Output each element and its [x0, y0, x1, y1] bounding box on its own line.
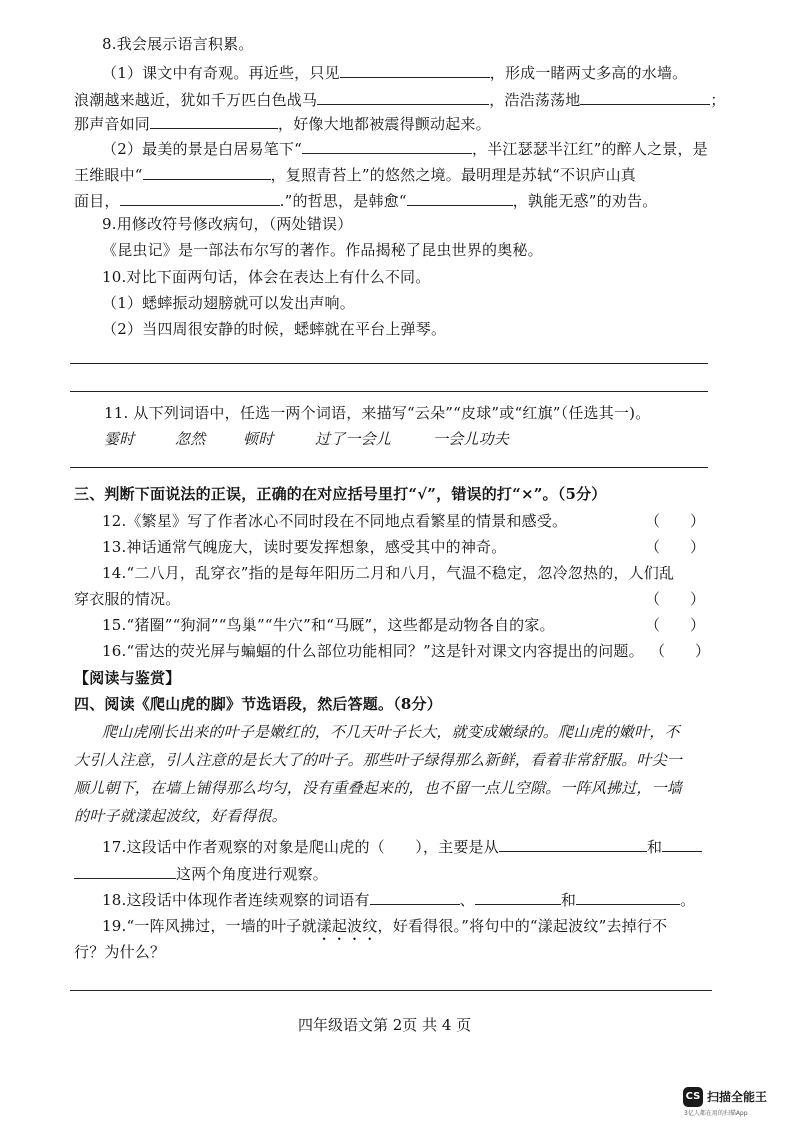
answer-blank[interactable]	[302, 137, 472, 154]
q17-line1	[102, 835, 702, 857]
q8-p1-text-a: （1）课文中有奇观。再近些，只见	[102, 64, 340, 82]
passage-line-2: 大引人注意，引人注意的是长大了的叶子。那些叶子绿得那么新鲜，看着非常舒服。叶尖一	[74, 751, 683, 769]
q8-p1-text-d: ，浩浩荡荡地	[489, 91, 581, 109]
q8-p2-text-d: ，复照青苔上”的悠然之境。最明理是苏轼“不识庐山真	[270, 166, 637, 184]
passage-line-3: 顺儿朝下，在墙上铺得那么均匀，没有重叠起来的，也不留一点儿空隙。一阵风拂过，一墙	[74, 779, 683, 797]
q11-word: 忽然	[175, 430, 206, 448]
q8-p2-text-e: 面目，	[74, 192, 120, 210]
answer-blank[interactable]	[150, 112, 278, 129]
q12-text: 12.《繁星》写了作者冰心不同时段在不同地点看繁星的情景和感受。	[102, 512, 568, 530]
q14-answer-paren[interactable]: （ ）	[645, 590, 706, 608]
q18-text-b: 、	[459, 891, 475, 909]
answer-blank[interactable]	[576, 888, 680, 905]
q17-text-a: 17.这段话中作者观察的对象是爬山虎的（ ），主要是从	[102, 838, 499, 856]
q18-text-a: 18.这段话中体现作者连续观察的词语有	[102, 891, 370, 909]
q11-answer-line[interactable]	[70, 467, 708, 468]
q8-p2-line3	[74, 189, 657, 211]
passage-line-1: 爬山虎刚长出来的叶子是嫩红的，不几天叶子长大，就变成嫩绿的。爬山虎的嫩叶，不	[102, 723, 680, 741]
q8-p2-text-f: .”的哲思，是韩愈“	[279, 192, 407, 210]
q16-answer-paren[interactable]: （ ）	[650, 642, 711, 660]
q8-p1-text-g: ，好像大地都被震得颤动起来。	[278, 115, 491, 133]
q13-answer-paren[interactable]: （ ）	[645, 538, 706, 556]
q8-p1-line2	[74, 88, 726, 110]
q8-p1-text-f: 那声音如同	[74, 115, 151, 133]
q19-answer-line[interactable]	[70, 990, 712, 991]
answer-blank[interactable]	[370, 888, 460, 905]
q8-p2-line2	[74, 163, 636, 185]
answer-blank[interactable]	[340, 61, 490, 78]
sec3-title: 三、判断下面说法的正误，正确的在对应括号里打“√”，错误的打“×”。（5分）	[74, 485, 607, 503]
q10-answer-line[interactable]	[70, 391, 708, 392]
q8-p1-text-e: ；	[710, 91, 726, 109]
q8-p2-text-a: （2）最美的景是白居易笔下“	[102, 140, 303, 158]
q10-sentence-1: （1）蟋蟀振动翅膀就可以发出声响。	[102, 294, 355, 312]
q9-title: 9.用修改符号修改病句，（两处错误）	[102, 215, 353, 233]
answer-blank[interactable]	[662, 835, 702, 852]
q18-line	[102, 888, 695, 910]
answer-blank[interactable]	[580, 88, 710, 105]
q11-title: 11. 从下列词语中，任选一两个词语，来描写“云朵”“皮球”或“红旗”（任选其一)。	[104, 404, 651, 422]
q17-text-b: 和	[646, 838, 663, 856]
reading-header: 【阅读与鉴赏】	[74, 669, 181, 687]
q11-word: 一会儿功夫	[433, 430, 510, 448]
q17-text-c: 这两个角度进行观察。	[176, 865, 329, 883]
sec4-title: 四、阅读《爬山虎的脚》节选语段，然后答题。（8分）	[74, 695, 442, 713]
q8-p2-line1	[102, 137, 708, 159]
q19-text-b: ，好看得很。”将句中的“漾起波纹”去掉行不	[377, 917, 668, 935]
q11-word: 过了一会儿	[315, 430, 392, 448]
q13-text: 13.神话通常气魄庞大，读时要发挥想象，感受其中的神奇。	[102, 538, 507, 556]
page-footer: 四年级语文第 2页 共 4 页	[298, 1016, 472, 1034]
watermark-subtitle: 3亿人都在用的扫描App	[684, 1110, 748, 1117]
q8-p1-line1	[102, 61, 687, 83]
q10-answer-line[interactable]	[70, 363, 708, 364]
q11-word: 顿时	[243, 430, 274, 448]
q8-p1-line3	[74, 112, 491, 134]
q9-sentence: 《昆虫记》是一部法布尔写的著作。作品揭秘了昆虫世界的奥秘。	[102, 241, 543, 259]
q8-p1-text-b: ，形成一睹两丈多高的水墙。	[489, 64, 688, 82]
q11-word: 霎时	[104, 430, 135, 448]
answer-blank[interactable]	[143, 163, 271, 180]
q17-line2	[74, 862, 328, 884]
answer-blank[interactable]	[120, 189, 280, 206]
q8-p2-text-g: ，孰能无惑”的劝告。	[512, 192, 658, 210]
q8-p1-text-c: 浪潮越来越近，犹如千万匹白色战马	[74, 91, 318, 109]
answer-blank[interactable]	[407, 189, 513, 206]
q8-title: 8.我会展示语言积累。	[102, 35, 254, 53]
q15-text: 15.“猪圈”“狗洞”“鸟巢”“牛穴”和“马厩”，这些都是动物各自的家。	[102, 616, 555, 634]
q12-answer-paren[interactable]: （ ）	[645, 512, 706, 530]
answer-blank[interactable]	[499, 835, 647, 852]
q14-text-line2: 穿衣服的情况。	[74, 590, 181, 608]
q10-title: 10.对比下面两句话，体会在表达上有什么不同。	[102, 268, 431, 286]
answer-blank[interactable]	[317, 88, 489, 105]
q10-sentence-2: （2）当四周很安静的时候，蟋蟀就在平台上弹琴。	[102, 320, 447, 338]
passage-line-4: 的叶子就漾起波纹，好看得很。	[74, 807, 287, 825]
camscanner-logo-icon: CS	[683, 1087, 703, 1107]
q19-emphasis: 漾起波纹	[316, 917, 378, 935]
q15-answer-paren[interactable]: （ ）	[645, 616, 706, 634]
answer-blank[interactable]	[475, 888, 561, 905]
answer-blank[interactable]	[74, 862, 176, 879]
watermark-name: 扫描全能王	[707, 1090, 768, 1104]
q19-line1	[102, 916, 667, 944]
q18-text-d: 。	[680, 891, 696, 909]
q16-text: 16.“雷达的荧光屏与蝙蝠的什么部位功能相同？”这是针对课文内容提出的问题。	[102, 642, 644, 660]
q19-line2: 行？为什么？	[74, 943, 166, 961]
q19-text-a: 19.“一阵风拂过，一墙的叶子就	[102, 917, 317, 935]
q8-p2-text-b: ，半江瑟瑟半江红”的醉人之景，是	[472, 140, 708, 158]
q14-text-line1: 14.“二八月，乱穿衣”指的是每年阳历二月和八月，气温不稳定，忽冷忽热的，人们乱	[102, 564, 675, 582]
q18-text-c: 和	[560, 891, 577, 909]
q8-p2-text-c: 王维眼中“	[74, 166, 143, 184]
